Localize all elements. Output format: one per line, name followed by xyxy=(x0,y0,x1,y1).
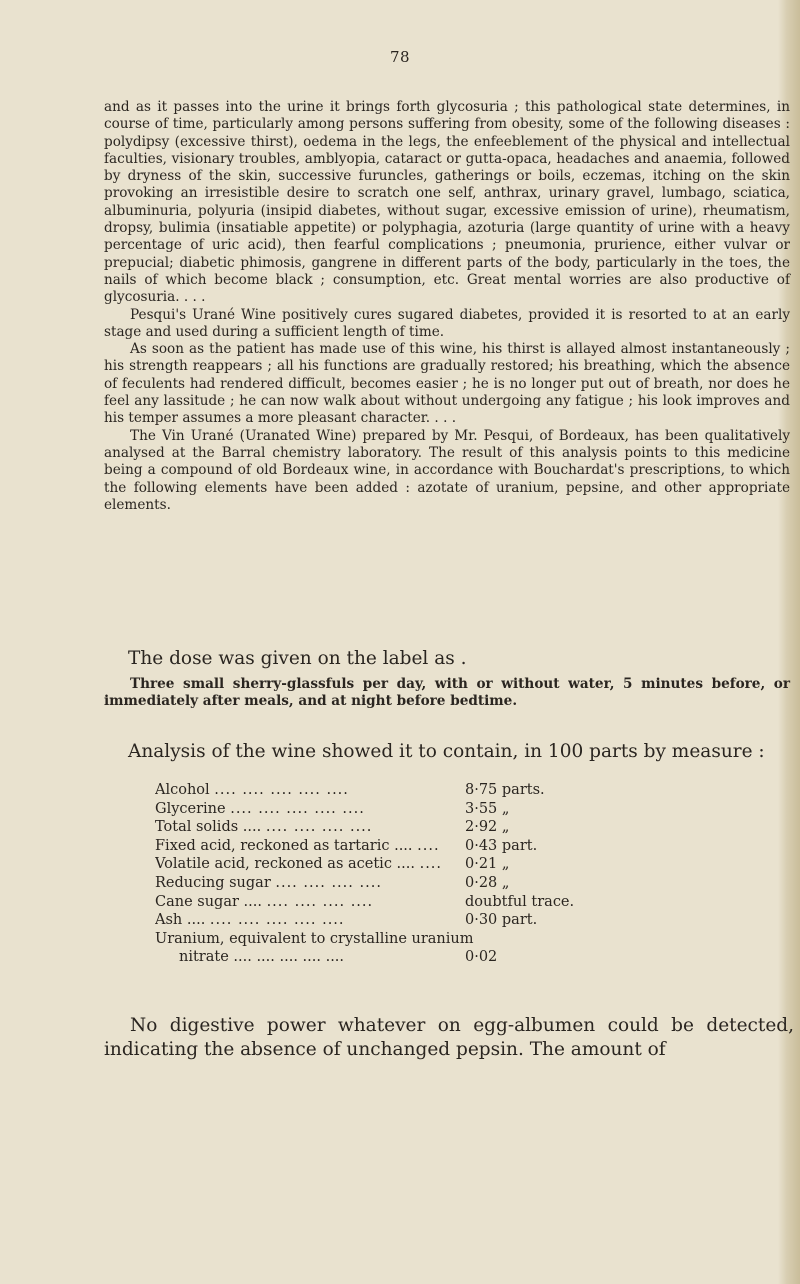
leader-dots: .... xyxy=(419,856,443,873)
analysis-row-glycerine xyxy=(155,800,675,819)
row-label-continued: nitrate xyxy=(179,949,229,966)
leader-dots: .... .... .... .... xyxy=(275,874,382,891)
row-label: Glycerine xyxy=(155,800,226,817)
row-value: 0·21 „ xyxy=(465,856,510,873)
row-label: Alcohol xyxy=(155,782,210,798)
row-value: 0·02 xyxy=(465,949,498,966)
page-number: 78 xyxy=(389,48,411,66)
analysis-row-uranium xyxy=(155,930,675,967)
analysis-row-cane-sugar xyxy=(155,893,675,912)
row-value: 0·43 part. xyxy=(465,837,538,854)
dose-heading: The dose was given on the label as . xyxy=(128,648,467,669)
leader-dots: .... xyxy=(417,837,440,854)
analysis-table xyxy=(155,781,675,967)
row-label: Ash .... xyxy=(155,912,206,929)
analysis-row-ash xyxy=(155,911,675,930)
row-value: 0·30 part. xyxy=(465,912,538,929)
leader-dots: .... .... .... .... xyxy=(265,819,373,836)
row-label: Volatile acid, reckoned as acetic .... xyxy=(155,856,415,873)
leader-dots: .... .... .... .... .... xyxy=(214,782,349,798)
analysis-row-alcohol xyxy=(155,781,675,800)
leader-dots: .... .... .... .... .... xyxy=(209,912,345,929)
closing-paragraph: No digestive power whatever on egg-albumen could be detected, indicating the absence of unchanged pepsin. The amount of xyxy=(104,1015,794,1060)
leader-dots: .... .... .... .... .... xyxy=(230,800,365,817)
analysis-row-volatile-acid xyxy=(155,855,675,874)
row-label: Cane sugar .... xyxy=(155,893,262,910)
analysis-row-reducing-sugar xyxy=(155,874,675,893)
row-value: 2·92 „ xyxy=(465,819,510,836)
body-text xyxy=(104,99,790,514)
row-label: Fixed acid, reckoned as tartaric .... xyxy=(155,837,413,854)
row-label: Reducing sugar xyxy=(155,874,271,891)
paragraph-analysis-intro: The Vin Urané (Uranated Wine) prepared by Mr. Pesqui, of Bordeaux, has been qualitatively analysed at the Barral chemistry laboratory. The result of this analysis points to this medicine being a compound of old Bordeaux wine, in accordance with Bouchardat's prescriptions, to which the following elements have been added : azotate of uranium, pepsine, and other appropriate elements. xyxy=(104,427,790,513)
row-value: 8·75 parts. xyxy=(465,782,545,798)
analysis-heading: Analysis of the wine showed it to contain, in 100 parts by measure : xyxy=(128,741,765,762)
row-label: Total solids .... xyxy=(155,819,262,836)
row-value: 0·28 „ xyxy=(465,874,510,891)
paragraph-cure: Pesqui's Urané Wine positively cures sugared diabetes, provided it is resorted to at an early stage and used during a sufficient length of time. xyxy=(104,306,790,340)
row-value: 3·55 „ xyxy=(465,800,510,817)
leader-dots: .... .... .... .... .... xyxy=(233,949,345,966)
row-value: doubtful trace. xyxy=(465,893,575,910)
paragraph-glycosuria: and as it passes into the urine it brings forth glycosuria ; this pathological state determines, in course of time, particularly among persons suffering from obesity, some of the following diseases : polydipsy (excessive thirst), oedema in the legs, the enfeeblement of the physical and intellectual faculties, visionary troubles, amblyopia, cataract or gutta-opaca, headaches and anaemia, followed by dryness of the skin, successive furuncles, gatherings or boils, eczemas, itching on the skin provoking an irresistible desire to scratch one self, anthrax, urinary gravel, lumbago, sciatica, albuminuria, polyuria (insipid diabetes, without sugar, excessive emission of urine), rheumatism, dropsy, bulimia (insatiable appetite) or polyphagia, azoturia (large quantity of urine with a heavy percentage of uric acid), then fearful complications ; pneumonia, prurience, either vulvar or prepucial; diabetic phimosis, gangrene in different parts of the body, particularly in the toes, the nails of which become black ; consumption, etc. Great mental worries are also productive of glycosuria. . . . xyxy=(104,99,790,306)
row-label: Uranium, equivalent to crystalline uranium xyxy=(155,930,474,947)
analysis-row-fixed-acid xyxy=(155,837,675,856)
paragraph-effects: As soon as the patient has made use of this wine, his thirst is allayed almost instantaneously ; his strength reappears ; all his functions are gradually restored; his breathing, which the absence of feculents had rendered difficult, becomes easier ; he is no longer put out of breath, nor does he feel any lassitude ; he can now walk about without undergoing any fatigue ; his look improves and his temper assumes a more pleasant character. . . . xyxy=(104,341,790,427)
dose-instructions: Three small sherry-glassfuls per day, with or without water, 5 minutes before, or immediately after meals, and at night before bedtime. xyxy=(104,676,790,710)
analysis-row-total-solids xyxy=(155,818,675,837)
leader-dots: .... .... .... .... xyxy=(266,893,374,910)
